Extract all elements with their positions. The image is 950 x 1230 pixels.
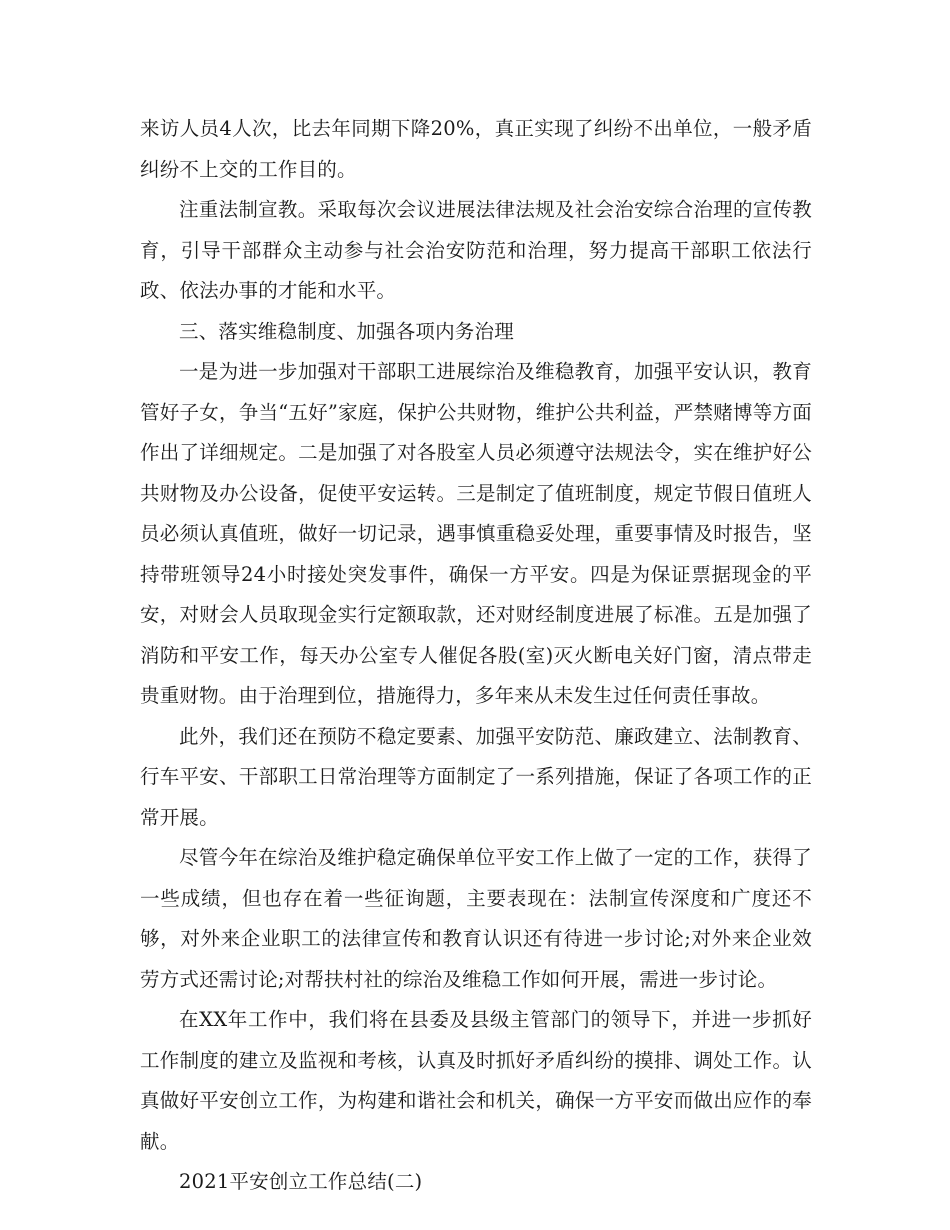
next-section-title: 2021平安创立工作总结(二)	[179, 1170, 423, 1193]
paragraph-continuation: 来访人员4人次，比去年同期下降20%，真正实现了纠纷不出单位，一般矛盾纠纷不上交的工作目的。	[140, 117, 812, 181]
document-body	[140, 109, 812, 1203]
paragraph-future-plans: 在XX年工作中，我们将在县委及县级主管部门的领导下，并进一步抓好工作制度的建立及监视和考核，认真及时抓好矛盾纠纷的摸排、调处工作。认真做好平安创立工作，为构建和谐社会和机关，确保一方平安而做出应作的奉献。	[140, 1008, 812, 1153]
paragraph-internal-management: 一是为进一步加强对干部职工进展综治及维稳教育，加强平安认识，教育管好子女，争当“五好”家庭，保护公共财物，维护公共利益，严禁赌博等方面作出了详细规定。二是加强了对各股室人员必须遵守法规法令，实在维护好公共财物及办公设备，促使平安运转。三是制定了值班制度，规定节假日值班人员必须认真值班，做好一切记录，遇事慎重稳妥处理，重要事情及时报告，坚持带班领导24小时接处突发事件，确保一方平安。四是为保证票据现金的平安，对财会人员取现金实行定额取款，还对财经制度进展了标准。五是加强了消防和平安工作，每天办公室专人催促各股(室)灭火断电关好门窗，清点带走贵重财物。由于治理到位，措施得力，多年来从未发生过任何责任事故。	[140, 360, 812, 707]
paragraph-legal-education: 注重法制宣教。采取每次会议进展法律法规及社会治安综合治理的宣传教育，引导干部群众主动参与社会治安防范和治理，努力提高干部职工依法行政、依法办事的才能和水平。	[140, 198, 812, 302]
paragraph-shortcomings: 尽管今年在综治及维护稳定确保单位平安工作上做了一定的工作，获得了一些成绩，但也存在着一些征询题，主要表现在：法制宣传深度和广度还不够，对外来企业职工的法律宣传和教育认识还有待进一步讨论;对外来企业效劳方式还需讨论;对帮扶村社的综治及维稳工作如何开展，需进一步讨论。	[140, 846, 812, 991]
paragraph-additional-measures: 此外，我们还在预防不稳定要素、加强平安防范、廉政建立、法制教育、行车平安、干部职工日常治理等方面制定了一系列措施，保证了各项工作的正常开展。	[140, 724, 812, 829]
section-heading-stability-system: 三、落实维稳制度、加强各项内务治理	[179, 319, 514, 343]
